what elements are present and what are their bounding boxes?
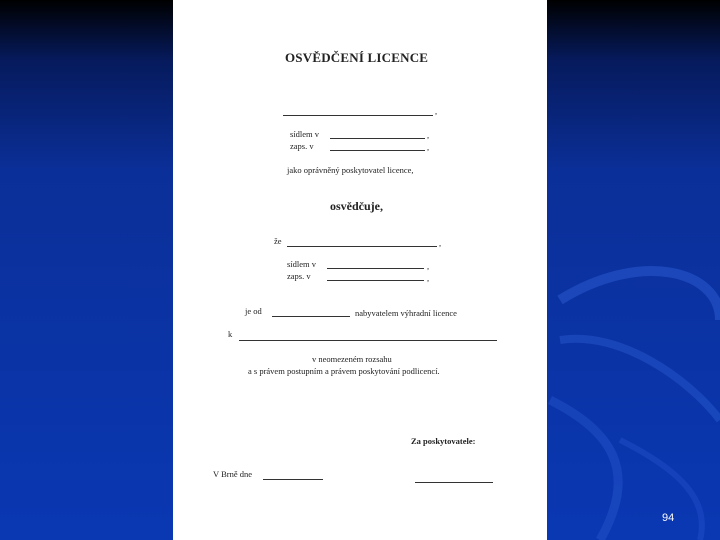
seat-blank-line: [327, 268, 424, 269]
licensee-blank-line: [287, 246, 437, 247]
comma-text: ,: [427, 142, 430, 152]
to-label: k: [228, 329, 233, 339]
comma-text: ,: [427, 261, 430, 271]
scope-line-1: v neomezeném rozsahu: [312, 354, 392, 364]
date-signature-blank-line: [263, 479, 323, 480]
seat-label: sídlem v: [290, 129, 320, 139]
registered-label: zaps. v: [290, 141, 314, 151]
seat-label: sídlem v: [287, 259, 317, 269]
subject-blank-line: [239, 340, 497, 341]
provider-signature-blank-line: [415, 482, 493, 483]
scope-line-2: a s právem postupním a právem poskytování podlicencí.: [248, 366, 440, 376]
document-title: OSVĚDČENÍ LICENCE: [285, 50, 429, 65]
registered-blank-line: [330, 150, 425, 151]
comma-text: ,: [435, 106, 438, 116]
comma-text: ,: [427, 273, 430, 283]
for-provider-label: Za poskytovatele:: [411, 436, 476, 446]
scanned-document-page: [173, 0, 547, 540]
certifies-heading: osvědčuje,: [330, 199, 383, 213]
comma-text: ,: [427, 130, 430, 140]
seat-blank-line: [330, 138, 425, 139]
date-blank-line: [272, 316, 350, 317]
that-label: že: [274, 236, 282, 246]
registered-label: zaps. v: [287, 271, 311, 281]
exclusive-licensee-text: nabyvatelem výhradní licence: [355, 308, 457, 318]
comma-text: ,: [439, 238, 442, 248]
registered-blank-line: [327, 280, 424, 281]
slide-page-number: 94: [662, 512, 675, 524]
party-name-blank-line: [283, 115, 433, 116]
since-label: je od: [245, 306, 262, 316]
authorized-provider-text: jako oprávněný poskytovatel licence,: [287, 165, 414, 175]
in-brno-date-label: V Brně dne: [213, 469, 253, 479]
